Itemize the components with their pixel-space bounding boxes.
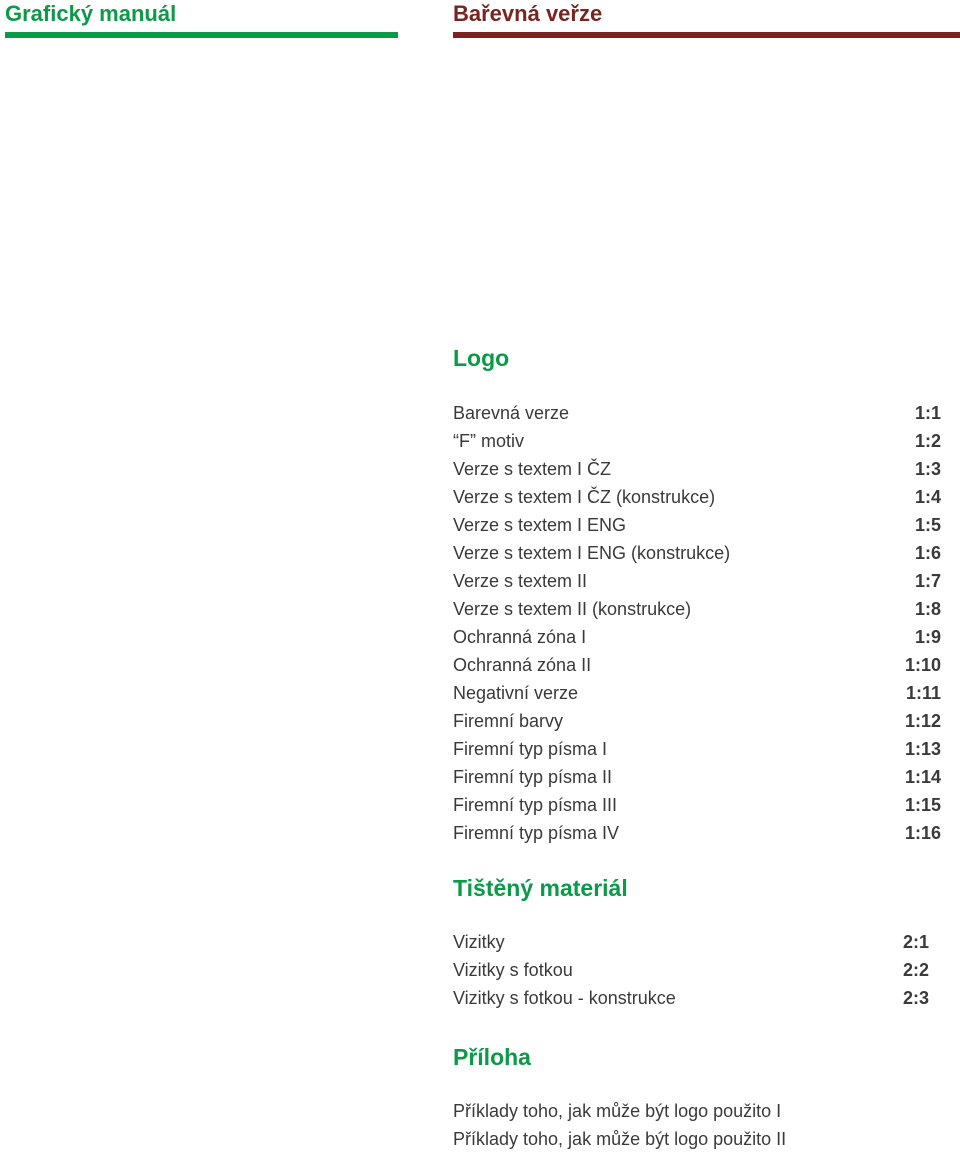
- toc-entry[interactable]: [453, 1097, 941, 1125]
- toc-entry-label: Vizitky s fotkou: [453, 960, 573, 980]
- toc-entry-page: 1:7: [914, 571, 941, 591]
- toc-entry-label: Verze s textem I ČZ: [453, 459, 612, 479]
- toc-entry[interactable]: [453, 679, 941, 707]
- section-header-title: Bařevná veřze: [453, 1, 603, 26]
- toc-entry-label: Příklady toho, jak může být logo použito II: [453, 1129, 787, 1149]
- toc-entry-label: Firemní typ písma I: [453, 739, 608, 759]
- toc-entry-page: 1:8: [914, 599, 941, 619]
- table-of-contents: [453, 340, 941, 1153]
- toc-entry-page: 1:10: [904, 655, 941, 675]
- toc-section-logo: [453, 340, 941, 847]
- toc-section-printed-material: [453, 870, 941, 1012]
- toc-entry-page: 1:1: [914, 403, 941, 423]
- toc-entry[interactable]: [453, 735, 941, 763]
- toc-entry[interactable]: [453, 427, 941, 455]
- toc-entry[interactable]: [453, 791, 941, 819]
- toc-entry-page: 1:15: [904, 795, 941, 815]
- toc-entry[interactable]: [453, 928, 929, 956]
- toc-entry-label: Vizitky s fotkou - konstrukce: [453, 988, 676, 1008]
- toc-entry-label: Verze s textem I ČZ (konstrukce): [453, 487, 716, 507]
- toc-entry-label: Vizitky: [453, 932, 505, 952]
- toc-entry-label: Barevná verze: [453, 403, 570, 423]
- green-divider: [5, 32, 398, 38]
- header-left: [5, 0, 398, 38]
- toc-entry[interactable]: [453, 483, 941, 511]
- toc-entry-label: Negativní verze: [453, 683, 579, 703]
- manual-title: Grafický manuál: [5, 1, 177, 26]
- toc-entry-page: 1:16: [904, 823, 941, 843]
- toc-entry[interactable]: [453, 984, 929, 1012]
- section-title: Logo: [453, 345, 510, 371]
- toc-entry-label: Firemní typ písma II: [453, 767, 613, 787]
- toc-entry-label: Ochranná zóna I: [453, 627, 587, 647]
- toc-entry-page: 1:12: [904, 711, 941, 731]
- maroon-divider: [453, 32, 960, 38]
- toc-entry[interactable]: [453, 763, 941, 791]
- toc-entry-label: “F” motiv: [453, 431, 524, 451]
- toc-entry[interactable]: [453, 511, 941, 539]
- toc-entry[interactable]: [453, 1125, 941, 1153]
- toc-entry-page: 1:5: [914, 515, 941, 535]
- toc-entry[interactable]: [453, 707, 941, 735]
- section-title: Tištěný materiál: [453, 875, 628, 901]
- toc-entry-page: 1:13: [904, 739, 941, 759]
- toc-entry[interactable]: [453, 623, 941, 651]
- toc-entry[interactable]: [453, 956, 929, 984]
- toc-entry-label: Verze s textem II: [453, 571, 588, 591]
- toc-entry-page: 1:11: [905, 683, 941, 703]
- toc-entry-page: 2:2: [902, 960, 929, 980]
- toc-section-appendix: [453, 1039, 941, 1153]
- toc-entry[interactable]: [453, 455, 941, 483]
- toc-entry-label: Verze s textem I ENG: [453, 515, 627, 535]
- toc-entry-page: 1:9: [914, 627, 941, 647]
- toc-entry-page: 1:6: [914, 543, 941, 563]
- section-title: Příloha: [453, 1044, 531, 1070]
- toc-entry-label: Verze s textem II (konstrukce): [453, 599, 692, 619]
- toc-entry-page: 1:14: [904, 767, 941, 787]
- toc-entry[interactable]: [453, 539, 941, 567]
- toc-entry-label: Firemní typ písma IV: [453, 823, 620, 843]
- header-right: [453, 0, 960, 38]
- toc-entry-label: Firemní barvy: [453, 711, 564, 731]
- toc-entry[interactable]: [453, 819, 941, 847]
- toc-entry-page: 1:3: [914, 459, 941, 479]
- toc-entry-label: Ochranná zóna II: [453, 655, 592, 675]
- toc-entry[interactable]: [453, 651, 941, 679]
- toc-entry[interactable]: [453, 595, 941, 623]
- toc-entry-label: Firemní typ písma III: [453, 795, 618, 815]
- toc-entry-label: Verze s textem I ENG (konstrukce): [453, 543, 731, 563]
- toc-entry[interactable]: [453, 567, 941, 595]
- toc-entry[interactable]: [453, 399, 941, 427]
- toc-entry-page: 1:4: [914, 487, 941, 507]
- toc-entry-page: 2:1: [902, 932, 929, 952]
- toc-entry-page: 1:2: [914, 431, 941, 451]
- toc-list: [453, 928, 929, 1012]
- toc-entry-page: 2:3: [902, 988, 929, 1008]
- toc-list: [453, 1097, 941, 1153]
- toc-entry-label: Příklady toho, jak může být logo použito I: [453, 1101, 782, 1121]
- toc-list: [453, 399, 941, 847]
